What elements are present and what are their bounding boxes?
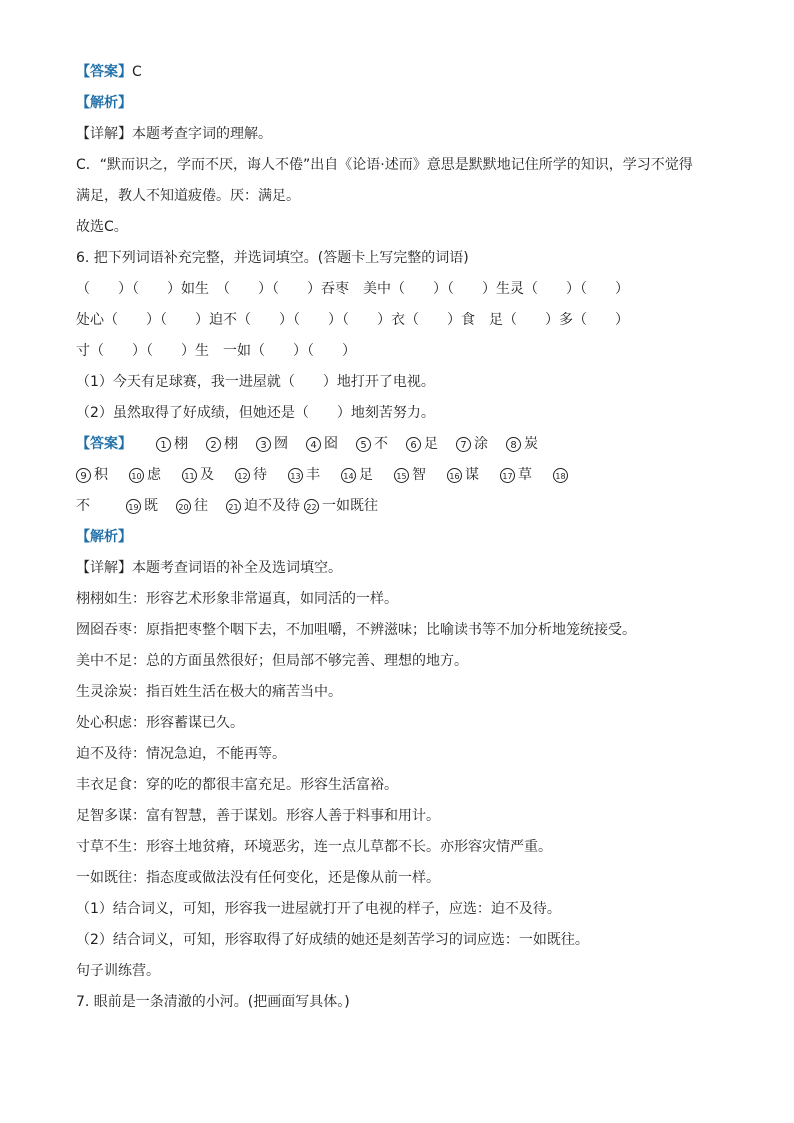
explanation-line: （2）结合词义，可知，形容取得了好成绩的她还是刻苦学习的词应选：一如既往。 xyxy=(76,932,589,948)
answer-number: 8 xyxy=(506,437,521,452)
answer-char: 不 xyxy=(374,436,388,452)
answer-label: 【答案】 xyxy=(76,436,132,452)
analysis-line xyxy=(76,527,726,547)
answer-number: 9 xyxy=(76,468,91,483)
detail-line xyxy=(76,124,726,144)
answer-item xyxy=(356,434,406,454)
answer-char: 往 xyxy=(194,498,208,514)
explanation-line: 迫不及待：情况急迫，不能再等。 xyxy=(76,746,286,762)
explanation-line: 处心积虑：形容蓄谋已久。 xyxy=(76,715,244,731)
answer-number: 4 xyxy=(306,437,321,452)
explanation-line: 美中不足：总的方面虽然很好；但局部不够完善、理想的地方。 xyxy=(76,653,468,669)
explanation-line: 足智多谋：富有智慧，善于谋划。形容人善于料事和用计。 xyxy=(76,808,440,824)
answer-char: 丰 xyxy=(306,467,320,483)
blank-row: （ ）（ ）如生 （ ）（ ）吞枣 美中（ ）（ ）生灵（ ）（ ） xyxy=(76,281,629,297)
answer-value: C xyxy=(132,64,142,80)
blank-row: 寸（ ）（ ）生 一如（ ）（ ） xyxy=(76,343,356,359)
answer-char: 智 xyxy=(412,467,426,483)
explanation-line: 丰衣足食：穿的吃的都很丰富充足。形容生活富裕。 xyxy=(76,777,398,793)
answer-char: 足 xyxy=(359,467,373,483)
answer-number: 20 xyxy=(176,499,191,514)
answer-item xyxy=(129,465,182,485)
answer-char: 囫 xyxy=(274,436,288,452)
answer-char: 既 xyxy=(144,498,158,514)
answer-item xyxy=(176,496,226,516)
fill-sentence: （2）虽然取得了好成绩，但她还是（ ）地刻苦努力。 xyxy=(76,405,435,421)
answer-item xyxy=(206,434,256,454)
answer-item xyxy=(226,496,304,516)
answer-char: 囵 xyxy=(324,436,338,452)
answer-number: 18 xyxy=(553,468,568,483)
answer-item xyxy=(341,465,394,485)
answer-item xyxy=(182,465,235,485)
answer-number: 19 xyxy=(126,499,141,514)
answer-char: 积 xyxy=(94,467,108,483)
question-title: 7. 眼前是一条清澈的小河。(把画面写具体。) xyxy=(76,994,350,1010)
answer-number: 2 xyxy=(206,437,221,452)
analysis-line xyxy=(76,93,726,113)
detail-label: 【详解】 xyxy=(76,126,132,142)
answer-number: 21 xyxy=(226,499,241,514)
answer-char: 虑 xyxy=(147,467,161,483)
answer-number: 13 xyxy=(288,468,303,483)
answer-number: 14 xyxy=(341,468,356,483)
explanation-line: 寸草不生：形容土地贫瘠，环境恶劣，连一点儿草都不长。亦形容灾情严重。 xyxy=(76,839,552,855)
answer-item xyxy=(500,465,553,485)
answer-char: 及 xyxy=(200,467,214,483)
answer-item xyxy=(447,465,500,485)
detail-line xyxy=(76,558,726,578)
answer-char: 栩 xyxy=(174,436,188,452)
paragraph-line: 满足，教人不知道疲倦。厌：满足。 xyxy=(76,188,300,204)
answer-char: 一如既往 xyxy=(322,498,378,514)
fill-sentence: （1）今天有足球赛，我一进屋就（ ）地打开了电视。 xyxy=(76,374,435,390)
answer-item xyxy=(456,434,506,454)
answer-char: 炭 xyxy=(524,436,538,452)
answer-number: 6 xyxy=(406,437,421,452)
answer-number: 10 xyxy=(129,468,144,483)
answer-item xyxy=(288,465,341,485)
answer-char: 足 xyxy=(424,436,438,452)
answer-continuation: 不 xyxy=(76,498,90,514)
explanation-line: 一如既往：指态度或做法没有任何变化，还是像从前一样。 xyxy=(76,870,440,886)
answer-item xyxy=(406,434,456,454)
answer-number: 3 xyxy=(256,437,271,452)
answer-char: 草 xyxy=(518,467,532,483)
answer-item xyxy=(156,434,206,454)
answer-char: 待 xyxy=(253,467,267,483)
answer-char: 涂 xyxy=(474,436,488,452)
answer-number: 12 xyxy=(235,468,250,483)
explanation-line: 栩栩如生：形容艺术形象非常逼真，如同活的一样。 xyxy=(76,591,398,607)
answer-char: 谋 xyxy=(465,467,479,483)
answer-row-1 xyxy=(76,434,726,454)
answer-item xyxy=(506,434,556,454)
answer-number: 15 xyxy=(394,468,409,483)
answer-label: 【答案】 xyxy=(76,64,132,80)
explanation-line: 句子训练营。 xyxy=(76,963,160,979)
answer-number: 11 xyxy=(182,468,197,483)
answer-char: 迫不及待 xyxy=(244,498,300,514)
paragraph-line: C．“默而识之，学而不厌，诲人不倦”出自《论语·述而》意思是默默地记住所学的知识，学习不觉得 xyxy=(76,157,693,173)
explanation-line: 生灵涂炭：指百姓生活在极大的痛苦当中。 xyxy=(76,684,342,700)
answer-item xyxy=(304,496,382,516)
answer-char: 栩 xyxy=(224,436,238,452)
answer-number: 1 xyxy=(156,437,171,452)
answer-item xyxy=(553,468,606,483)
answer-number: 22 xyxy=(304,499,319,514)
detail-text: 本题考查词语的补全及选词填空。 xyxy=(132,560,342,576)
answer-number: 17 xyxy=(500,468,515,483)
answer-number: 7 xyxy=(456,437,471,452)
blank-row: 处心（ ）（ ）迫不（ ）（ ）（ ）衣（ ）食 足（ ）多（ ） xyxy=(76,312,629,328)
analysis-label: 【解析】 xyxy=(76,529,132,545)
explanation-line: 囫囵吞枣：原指把枣整个咽下去，不加咀嚼，不辨滋味；比喻读书等不加分析地笼统接受。 xyxy=(76,622,636,638)
answer-item xyxy=(394,465,447,485)
answer-row-3 xyxy=(76,496,726,516)
answer-number: 5 xyxy=(356,437,371,452)
explanation-line: （1）结合词义，可知，形容我一进屋就打开了电视的样子，应选：迫不及待。 xyxy=(76,901,561,917)
detail-label: 【详解】 xyxy=(76,560,132,576)
answer-row-2 xyxy=(76,465,726,485)
analysis-label: 【解析】 xyxy=(76,95,132,111)
answer-item xyxy=(235,465,288,485)
answer-item xyxy=(76,465,129,485)
detail-text: 本题考查字词的理解。 xyxy=(132,126,272,142)
answer-number: 16 xyxy=(447,468,462,483)
answer-line xyxy=(76,62,726,82)
question-title: 6. 把下列词语补充完整，并选词填空。(答题卡上写完整的词语) xyxy=(76,250,469,266)
answer-item xyxy=(306,434,356,454)
answer-item xyxy=(126,496,176,516)
document-page xyxy=(76,62,726,1023)
paragraph-line: 故选C。 xyxy=(76,219,128,235)
answer-item xyxy=(256,434,306,454)
